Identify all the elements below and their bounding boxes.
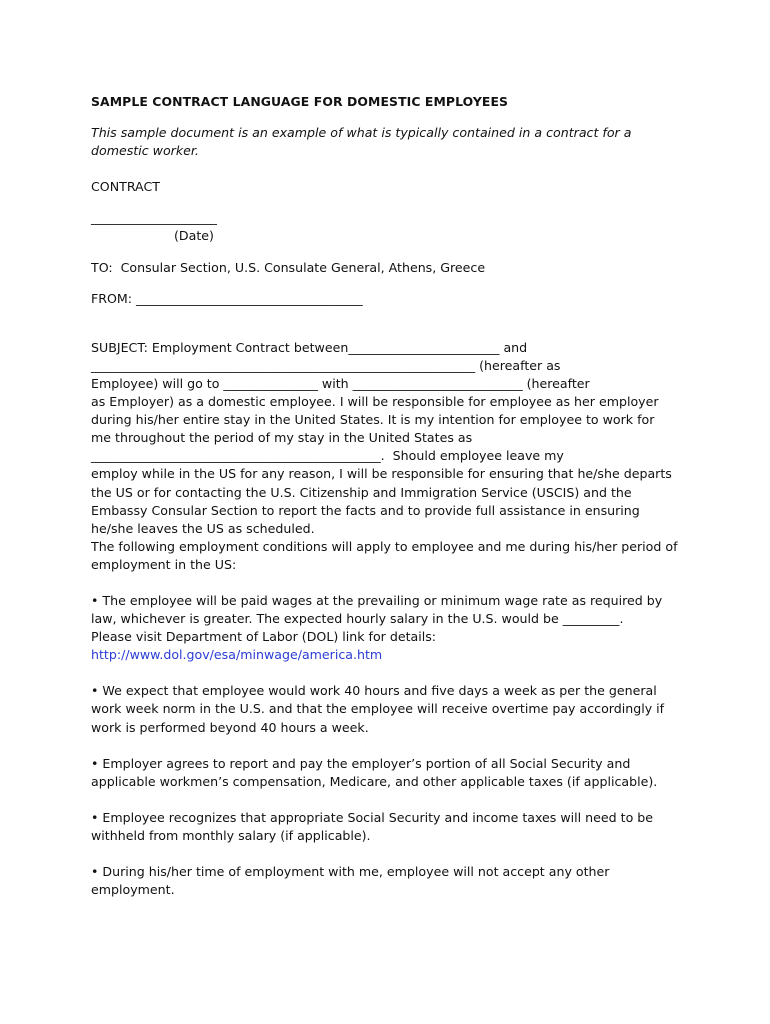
spacer bbox=[91, 277, 691, 290]
spacer bbox=[91, 737, 691, 755]
subject-line: SUBJECT: Employment Contract between________________________ and bbox=[91, 339, 528, 355]
subject-line: as Employer) as a domestic employee. I will be responsible for employee as her employer bbox=[91, 394, 659, 410]
bullet-no-other-employment bbox=[91, 863, 691, 899]
bullet-line: employment. bbox=[91, 882, 175, 898]
bullet-line: • Employee recognizes that appropriate Social Security and income taxes will need to be bbox=[91, 809, 654, 825]
bullet-employer-taxes bbox=[91, 755, 691, 791]
bullet-line: applicable workmen’s compensation, Medicare, and other applicable taxes (if applicable). bbox=[91, 773, 658, 789]
bullet-line: • During his/her time of employment with me, employee will not accept any other bbox=[91, 864, 610, 879]
subject-line: employment in the US: bbox=[91, 556, 237, 572]
bullet-line: • The employee will be paid wages at the prevailing or minimum wage rate as required by bbox=[91, 592, 663, 608]
spacer bbox=[91, 664, 691, 682]
spacer bbox=[91, 196, 691, 209]
date-label: (Date) bbox=[174, 228, 214, 244]
spacer bbox=[91, 574, 691, 592]
document-page bbox=[91, 93, 691, 899]
spacer bbox=[91, 111, 691, 124]
from-line: FROM: ____________________________________ bbox=[91, 290, 363, 306]
subject-line: _____________________________________________________________ (hereafter as bbox=[91, 357, 561, 373]
subject-line: the US or for contacting the U.S. Citizenship and Immigration Service (USCIS) and the bbox=[91, 484, 632, 500]
subject-line: he/she leaves the US as scheduled. bbox=[91, 520, 315, 536]
intro-line: domestic worker. bbox=[91, 143, 199, 159]
subject-line: during his/her entire stay in the United States. It is my intention for employee to work for bbox=[91, 412, 655, 428]
subject-line: Embassy Consular Section to report the facts and to provide full assistance in ensuring bbox=[91, 502, 640, 518]
subject-paragraph bbox=[91, 339, 691, 574]
dol-minwage-link[interactable]: http://www.dol.gov/esa/minwage/america.htm bbox=[91, 647, 383, 663]
bullet-employee-taxes bbox=[91, 809, 691, 845]
contract-label: CONTRACT bbox=[91, 179, 160, 195]
to-line: TO: Consular Section, U.S. Consulate General, Athens, Greece bbox=[91, 259, 486, 275]
subject-line: The following employment conditions will apply to employee and me during his/her period of bbox=[91, 538, 678, 554]
bullet-line: law, whichever is greater. The expected hourly salary in the U.S. would be _________. bbox=[91, 611, 624, 627]
spacer bbox=[91, 791, 691, 809]
subject-line: me throughout the period of my stay in the United States as bbox=[91, 430, 473, 446]
spacer bbox=[91, 246, 691, 259]
bullet-line: • We expect that employee would work 40 hours and five days a week as per the general bbox=[91, 683, 657, 699]
bullet-wages bbox=[91, 592, 691, 664]
bullet-hours bbox=[91, 682, 691, 736]
bullet-line: Please visit Department of Labor (DOL) link for details: bbox=[91, 629, 437, 645]
subject-line: ______________________________________________. Should employee leave my bbox=[91, 448, 564, 464]
bullet-line: withheld from monthly salary (if applicable). bbox=[91, 827, 371, 843]
spacer bbox=[91, 160, 691, 178]
intro-line: This sample document is an example of what is typically contained in a contract for a bbox=[91, 125, 632, 141]
spacer bbox=[91, 845, 691, 863]
document-title: SAMPLE CONTRACT LANGUAGE FOR DOMESTIC EMPLOYEES bbox=[91, 94, 509, 109]
bullet-line: • Employer agrees to report and pay the employer’s portion of all Social Security and bbox=[91, 755, 631, 771]
date-blank: ____________________ bbox=[91, 210, 217, 226]
bullet-line: work week norm in the U.S. and that the employee will receive overtime pay accordingly if bbox=[91, 701, 665, 717]
spacer bbox=[91, 308, 691, 339]
subject-line: employ while in the US for any reason, I will be responsible for ensuring that he/she departs bbox=[91, 466, 672, 482]
subject-line: Employee) will go to _______________ with ___________________________ (hereafter bbox=[91, 375, 590, 391]
bullet-line: work is performed beyond 40 hours a week. bbox=[91, 719, 369, 735]
